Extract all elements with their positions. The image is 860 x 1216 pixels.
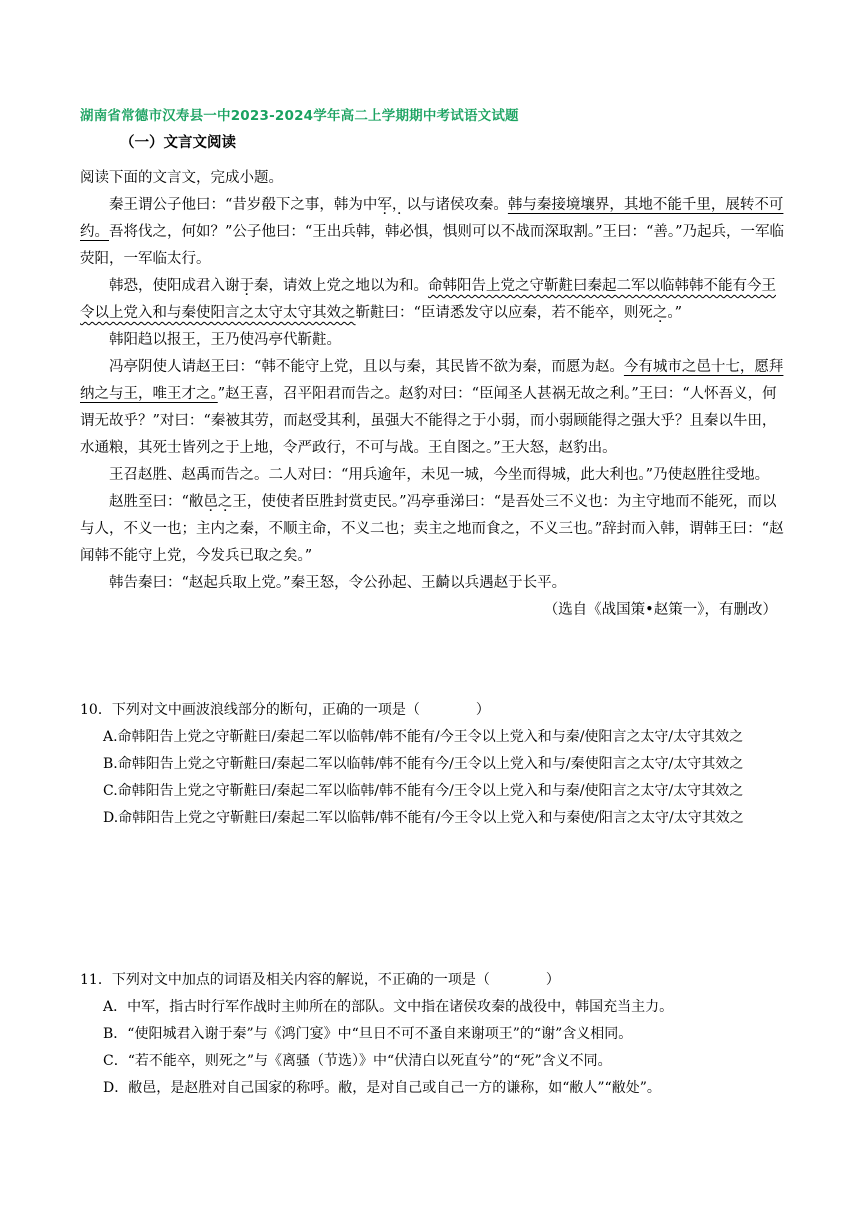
text: 之王，使使者臣胜封赏吏民。”冯亭垂涕曰：“是吾处三不义也：为主守地而不能死，而以与人，不义一也；主内之秦，不顺主命，不义二也；卖主之地而食之，不义三也。”辞封而入韩，谓韩王曰：“赵闻韩不能守上党，今发兵已取之矣。” — [80, 494, 784, 564]
option-a[interactable]: A．中军，指古时行军作战时主帅所在的部队。文中指在诸侯攻秦的战役中，韩国充当主力。 — [103, 999, 674, 1015]
dotted-char: 死 — [638, 305, 653, 321]
paragraph-4 — [80, 354, 785, 462]
stem-close: ） — [475, 702, 490, 718]
text: 吾将伐之，何如？”公子他曰：“王出兵韩，韩必惧，惧则可以不战而深取割。”王曰：“善。”乃起兵，一军临荧阳，一军临太行。 — [80, 224, 785, 267]
section-heading: （一）文言文阅读 — [120, 135, 236, 151]
dotted-char: 谢 — [225, 278, 240, 294]
text: 于秦，请效上党之地以为和。 — [239, 278, 428, 294]
paragraph-5: 王召赵胜、赵禹而告之。二人对曰：“用兵逾年，未见一城，今坐而得城，此大利也。”乃使赵胜往受地。 — [109, 467, 770, 483]
paragraph-7: 韩告秦曰：“赵起兵取上党。”秦王怒，令公孙起、王齮以兵遇赵于长平。 — [109, 575, 567, 591]
option-d[interactable]: D.命韩阳告上党之守靳黈曰/秦起二军以临韩/韩不能有/今王令以上党入和与秦使/阳言之太守/太守其效之 — [103, 810, 744, 826]
stem-text: 11．下列对文中加点的词语及相关内容的解说，不正确的一项是（ — [80, 972, 490, 988]
text: 靳黈曰：“臣请悉发守以应秦，若不能卒，则 — [355, 305, 639, 321]
question-stem — [80, 967, 785, 994]
instruction: 阅读下面的文言文，完成小题。 — [80, 170, 283, 186]
text: 秦王谓公子他曰：“昔岁殽下之事，韩为 — [109, 197, 363, 213]
option-d[interactable]: D．敝邑，是赵胜对自己国家的称呼。敝，是对自己或自己一方的谦称，如“敝人”“敝处”。 — [103, 1080, 661, 1096]
dotted-char: 军 — [377, 197, 392, 213]
paragraph-1 — [80, 192, 785, 273]
document-title: 湖南省常德市汉寿县一中2023-2024学年高二上学期期中考试语文试题 — [80, 108, 519, 124]
dotted-char: 敝 — [188, 494, 204, 510]
text: ”赵王喜，召平阳君而告之。赵豹对曰：“臣闻圣人甚祸无故之利。”王曰：“人怀吾义，何谓无故乎？”对曰：“秦被其劳，而赵受其利，虽强大不能得之于小弱，而小弱顾能得之强大乎？且秦以牛田，水通粮，其死士皆列之于上地，令严政行，不可与战。王自图之。”王大怒，赵豹出。 — [80, 386, 777, 456]
text: 韩恐，使阳成君入 — [109, 278, 225, 294]
option-c[interactable]: C．“若不能卒，则死之”与《离骚（节选）》中“伏清白以死直兮”的“死”含义不同。 — [103, 1053, 612, 1069]
option-c[interactable]: C.命韩阳告上党之守靳黈曰/秦起二军以临韩/韩不能有今/王令以上党入和与秦/使阳言之太守/太守其效之 — [103, 783, 744, 799]
text: 之。” — [652, 305, 683, 321]
option-b[interactable]: B.命韩阳告上党之守靳黈曰/秦起二军以临韩/韩不能有今/王令以上党入和与/秦使阳言之太守/太守其效之 — [103, 756, 744, 772]
paragraph-2 — [80, 273, 785, 327]
passage — [80, 165, 785, 624]
question-stem — [80, 697, 785, 724]
option-a[interactable]: A.命韩阳告上党之守靳黈曰/秦起二军以临韩/韩不能有/今王令以上党入和与秦/使阳言之太守/太守其效之 — [103, 729, 744, 745]
stem-text: 10．下列对文中画波浪线部分的断句，正确的一项是（ — [80, 702, 420, 718]
paragraph-3: 韩阳趋以报王，王乃使冯亭代靳黈。 — [109, 332, 341, 348]
question-10 — [80, 697, 785, 832]
paragraph-6 — [80, 489, 785, 570]
text: 冯亭阴使人请赵王曰：“韩不能守上党，且以与秦，其民皆不欲为秦，而愿为赵。 — [109, 359, 624, 375]
source-citation: （选自《战国策•赵策一》，有删改） — [543, 602, 777, 618]
stem-close: ） — [545, 972, 560, 988]
dotted-char: 邑 — [203, 494, 218, 510]
dotted-char: 中 — [362, 197, 378, 213]
text: 赵胜至曰：“ — [109, 494, 189, 510]
question-11 — [80, 967, 785, 1102]
wavy-underlined-sentence: 命韩阳告上党之守靳黈曰秦起二军以临韩韩不能有今王令以上党入和与秦使阳言之太守太守其效之 — [80, 278, 776, 321]
text: ，以与诸侯攻秦。 — [391, 197, 508, 213]
underlined-sentence: 今有城市之邑十七，愿拜纳之与王，唯王才之。 — [80, 359, 784, 402]
underlined-sentence: 韩与秦接境壤界，其地不能千里，展转不可约。 — [80, 197, 784, 240]
option-b[interactable]: B．“使阳城君入谢于秦”与《鸿门宴》中“旦日不可不蚤自来谢项王”的“谢”含义相同。 — [103, 1026, 633, 1042]
